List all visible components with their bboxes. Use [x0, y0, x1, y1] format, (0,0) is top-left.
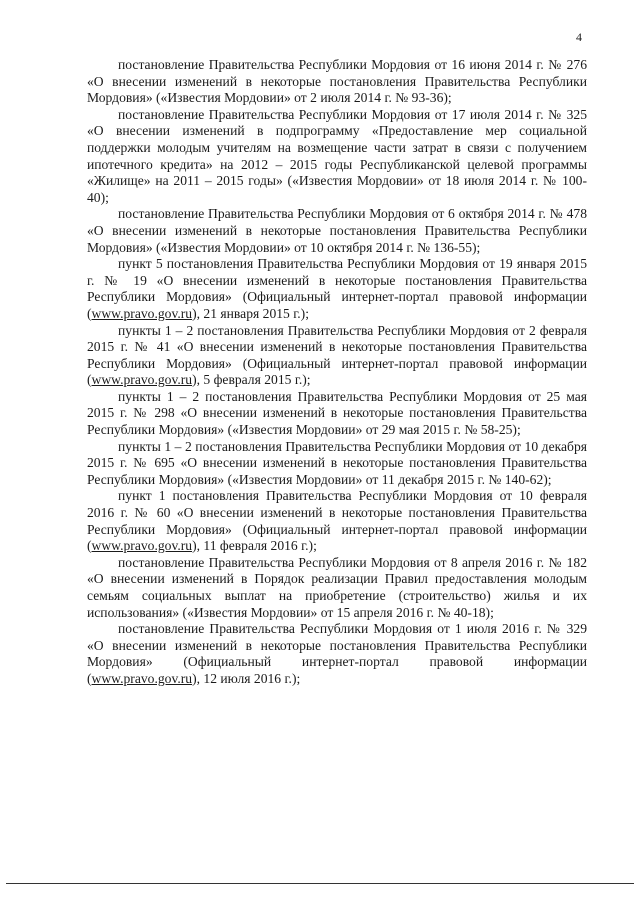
- paragraph-text: ), 21 января 2015 г.);: [192, 305, 309, 321]
- pravo-link[interactable]: www.pravo.gov.ru: [91, 670, 193, 686]
- document-body: [87, 57, 587, 688]
- paragraph-text: пункт 1 постановления Правительства Республики Мордовия от 10 февраля 2016 г. № 60 «О внесении изменений в некоторые постановления Правительства Республики Мордовия» (Официальный интернет-портал правовой информации (: [87, 488, 587, 554]
- paragraph: постановление Правительства Республики Мордовия от 16 июня 2014 г. № 276 «О внесении изменений в некоторые постановления Правительства Республики Мордовия» («Известия Мордовии» от 2 июля 2014 г. № 93-36);: [87, 57, 587, 106]
- paragraph-text: пункт 5 постановления Правительства Республики Мордовия от 19 января 2015 г. № 19 «О внесении изменений в некоторые постановления Правительства Республики Мордовия» (Официальный интернет-портал правовой информации (: [87, 256, 587, 321]
- paragraph: пункты 1 – 2 постановления Правительства Республики Мордовия от 10 декабря 2015 г. № 695 «О внесении изменений в некоторые постановления Правительства Республики Мордовия» («Известия Мордовии» от 11 декабря 2015 г. № 140-62);: [87, 438, 587, 487]
- paragraph-text: ), 11 февраля 2016 г.);: [192, 538, 317, 554]
- paragraph: постановление Правительства Республики Мордовия от 6 октября 2014 г. № 478 «О внесении изменений в некоторые постановления Правительства Республики Мордовия» («Известия Мордовии» от 10 октября 2014 г. № 136-55);: [87, 206, 587, 255]
- paragraph: [87, 323, 587, 389]
- pravo-link[interactable]: www.pravo.gov.ru: [91, 372, 193, 388]
- paragraph: постановление Правительства Республики Мордовия от 17 июля 2014 г. № 325 «О внесении изменений в подпрограмму «Предоставление мер социальной поддержки молодым учителям на возмещение части затрат в связи с получением ипотечного кредита» на 2012 – 2015 годы Республиканской целевой программы «Жилище» на 2011 – 2015 годы» («Известия Мордовии» от 18 июля 2014 г. № 100-40);: [87, 106, 587, 205]
- paragraph: [87, 256, 587, 322]
- page-number: 4: [576, 30, 582, 44]
- paragraph-text: постановление Правительства Республики Мордовия от 1 июля 2016 г. № 329 «О внесении изменений в некоторые постановления Правительства Республики Мордовия» (Официальный интернет-портал правовой информации (: [87, 621, 587, 686]
- paragraph-text: ), 12 июля 2016 г.);: [192, 670, 301, 686]
- paragraph: [87, 488, 587, 554]
- paragraph-text: пункты 1 – 2 постановления Правительства Республики Мордовия от 2 февраля 2015 г. № 41 «О внесении изменений в некоторые постановления Правительства Республики Мордовия» (Официальный интернет-портал правовой информации (: [87, 322, 587, 388]
- paragraph-text: ), 5 февраля 2015 г.);: [192, 372, 311, 388]
- paragraph: постановление Правительства Республики Мордовия от 8 апреля 2016 г. № 182 «О внесении изменений в Порядок реализации Правил предоставления молодым семьям социальных выплат на приобретение (строительство) жилья и их использования» («Известия Мордовии» от 15 апреля 2016 г. № 40-18);: [87, 554, 587, 620]
- paragraph: [87, 621, 587, 687]
- pravo-link[interactable]: www.pravo.gov.ru: [91, 305, 193, 321]
- paragraph: пункты 1 – 2 постановления Правительства Республики Мордовия от 25 мая 2015 г. № 298 «О внесении изменений в некоторые постановления Правительства Республики Мордовия» («Известия Мордовии» от 29 мая 2015 г. № 58-25);: [87, 388, 587, 438]
- page-bottom-rule: [6, 883, 634, 884]
- pravo-link[interactable]: www.pravo.gov.ru: [91, 538, 193, 554]
